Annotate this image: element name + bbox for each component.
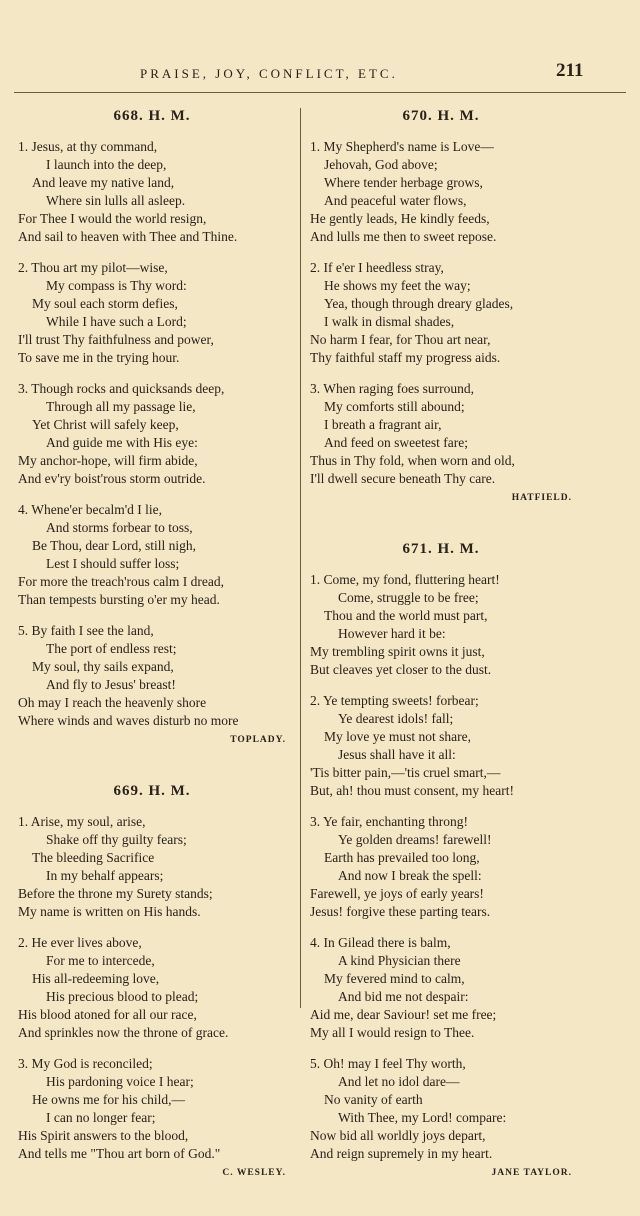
verse-line: While I have such a Lord; [46, 314, 187, 329]
verse-line: Oh may I reach the heavenly shore [18, 695, 207, 710]
verse-line: Aid me, dear Saviour! set me free; [310, 1007, 497, 1022]
verse-line: Thus in Thy fold, when worn and old, [310, 453, 515, 468]
verse-line: 5. Oh! may I feel Thy worth, [310, 1056, 466, 1071]
stanza [18, 138, 286, 246]
verse-line: His all-redeeming love, [32, 971, 160, 986]
verse-line: 4. In Gilead there is balm, [310, 935, 451, 950]
verse-line: And tells me "Thou art born of God." [18, 1146, 221, 1161]
verse-line: Jehovah, God above; [324, 157, 438, 172]
verse-line: His precious blood to plead; [46, 989, 199, 1004]
hymn-number: 668. H. M. [113, 108, 191, 124]
stanza [310, 380, 572, 488]
verse-line: Come, struggle to be free; [338, 590, 479, 605]
verse-line: Jesus shall have it all: [338, 747, 456, 762]
verse-line: Before the throne my Surety stands; [18, 886, 213, 901]
left-column [18, 108, 286, 1216]
hymn-670 [310, 108, 572, 503]
verse-line: And leave my native land, [32, 175, 175, 190]
hymn-number: 669. H. M. [113, 783, 191, 799]
verse-line: And feed on sweetest fare; [324, 435, 468, 450]
verse-line: And guide me with His eye: [46, 435, 198, 450]
stanza [18, 934, 286, 1042]
verse-line: Than tempests bursting o'er my head. [18, 592, 220, 607]
verse-line: Earth has prevailed too long, [324, 850, 480, 865]
verse-line: My compass is Thy word: [46, 278, 187, 293]
verse-line: Jesus! forgive these parting tears. [310, 904, 491, 919]
verse-line: 1. Come, my fond, fluttering heart! [310, 572, 500, 587]
verse-line: My name is written on His hands. [18, 904, 201, 919]
stanza [310, 692, 572, 800]
verse-line: Through all my passage lie, [46, 399, 196, 414]
stanza [18, 259, 286, 367]
stanza [18, 501, 286, 609]
verse-line: I'll dwell secure beneath Thy care. [310, 471, 496, 486]
verse-line: 3. Though rocks and quicksands deep, [18, 381, 225, 396]
verse-line: Yet Christ will safely keep, [32, 417, 179, 432]
verse-line: And now I break the spell: [338, 868, 482, 883]
verse-line: My soul each storm defies, [32, 296, 178, 311]
verse-line: For Thee I would the world resign, [18, 211, 207, 226]
hymn-author: JANE TAYLOR. [491, 1168, 572, 1178]
verse-line: Ye golden dreams! farewell! [338, 832, 492, 847]
verse-line: Thy faithful staff my progress aids. [310, 350, 501, 365]
verse-line: Thou and the world must part, [324, 608, 488, 623]
verse-line: His pardoning voice I hear; [46, 1074, 194, 1089]
hymn-author: TOPLADY. [230, 735, 286, 745]
verse-line: 4. Whene'er becalm'd I lie, [18, 502, 163, 517]
stanza [310, 571, 572, 679]
verse-line: 3. When raging foes surround, [310, 381, 474, 396]
verse-line: And sprinkles now the throne of grace. [18, 1025, 229, 1040]
verse-line: 2. Ye tempting sweets! forbear; [310, 693, 479, 708]
column-divider [300, 108, 301, 1008]
verse-line: He shows my feet the way; [324, 278, 471, 293]
verse-line: In my behalf appears; [46, 868, 164, 883]
stanza [310, 259, 572, 367]
verse-line: 2. He ever lives above, [18, 935, 142, 950]
verse-line: He owns me for his child,— [32, 1092, 185, 1107]
verse-line: Shake off thy guilty fears; [46, 832, 187, 847]
verse-line: And peaceful water flows, [324, 193, 467, 208]
running-head [0, 60, 640, 86]
verse-line: 2. Thou art my pilot—wise, [18, 260, 168, 275]
verse-line: I'll trust Thy faithfulness and power, [18, 332, 214, 347]
hymn-author: HATFIELD. [511, 493, 572, 503]
verse-line: Now bid all worldly joys depart, [310, 1128, 486, 1143]
verse-line: Be Thou, dear Lord, still nigh, [32, 538, 196, 553]
stanza [310, 1055, 572, 1163]
stanza [18, 1055, 286, 1163]
verse-line: However hard it be: [338, 626, 446, 641]
verse-line: My anchor-hope, will firm abide, [18, 453, 198, 468]
hymn-author: C. WESLEY. [222, 1168, 286, 1178]
verse-line: I breath a fragrant air, [324, 417, 442, 432]
verse-line: Farewell, ye joys of early years! [310, 886, 484, 901]
hymn-669 [18, 783, 286, 1178]
verse-line: My trembling spirit owns it just, [310, 644, 485, 659]
verse-line: I launch into the deep, [46, 157, 167, 172]
verse-line: 'Tis bitter pain,—'tis cruel smart,— [310, 765, 501, 780]
verse-line: And ev'ry boist'rous storm outride. [18, 471, 206, 486]
verse-line: Where winds and waves disturb no more [18, 713, 239, 728]
verse-line: 2. If e'er I heedless stray, [310, 260, 444, 275]
hymn-668 [18, 108, 286, 745]
verse-line: Ye dearest idols! fall; [338, 711, 454, 726]
verse-line: His blood atoned for all our race, [18, 1007, 197, 1022]
verse-line: For more the treach'rous calm I dread, [18, 574, 224, 589]
header-rule [14, 92, 626, 93]
verse-line: 3. My God is reconciled; [18, 1056, 153, 1071]
verse-line: My love ye must not share, [324, 729, 471, 744]
verse-line: But cleaves yet closer to the dust. [310, 662, 492, 677]
running-title: PRAISE, JOY, CONFLICT, ETC. [140, 66, 398, 81]
hymn-671 [310, 541, 572, 1178]
verse-line: 1. My Shepherd's name is Love— [310, 139, 494, 154]
verse-line: Yea, though through dreary glades, [324, 296, 514, 311]
verse-line: My soul, thy sails expand, [32, 659, 174, 674]
verse-line: And sail to heaven with Thee and Thine. [18, 229, 238, 244]
stanza [310, 138, 572, 246]
verse-line: And reign supremely in my heart. [310, 1146, 493, 1161]
verse-line: My fevered mind to calm, [324, 971, 465, 986]
verse-line: 5. By faith I see the land, [18, 623, 154, 638]
verse-line: A kind Physician there [338, 953, 461, 968]
stanza [310, 813, 572, 921]
stanza [310, 934, 572, 1042]
verse-line: 1. Arise, my soul, arise, [18, 814, 146, 829]
verse-line: And bid me not despair: [338, 989, 469, 1004]
hymn-number: 670. H. M. [402, 108, 480, 124]
verse-line: And let no idol dare— [338, 1074, 460, 1089]
hymn-number: 671. H. M. [402, 541, 480, 557]
verse-line: The bleeding Sacrifice [32, 850, 155, 865]
verse-line: 3. Ye fair, enchanting throng! [310, 814, 469, 829]
verse-line: 1. Jesus, at thy command, [18, 139, 158, 154]
verse-line: No vanity of earth [324, 1092, 423, 1107]
verse-line: My all I would resign to Thee. [310, 1025, 475, 1040]
verse-line: To save me in the trying hour. [18, 350, 180, 365]
verse-line: He gently leads, He kindly feeds, [310, 211, 490, 226]
verse-line: The port of endless rest; [46, 641, 177, 656]
stanza [18, 380, 286, 488]
verse-line: Lest I should suffer loss; [46, 556, 180, 571]
stanza [18, 622, 286, 730]
verse-line: But, ah! thou must consent, my heart! [310, 783, 514, 798]
verse-line: Where tender herbage grows, [324, 175, 483, 190]
verse-line: No harm I fear, for Thou art near, [310, 332, 491, 347]
verse-line: My comforts still abound; [324, 399, 465, 414]
verse-line: Where sin lulls all asleep. [46, 193, 186, 208]
verse-line: His Spirit answers to the blood, [18, 1128, 189, 1143]
verse-line: And fly to Jesus' breast! [46, 677, 176, 692]
verse-line: I walk in dismal shades, [324, 314, 455, 329]
right-column [310, 108, 572, 1216]
stanza [18, 813, 286, 921]
verse-line: And storms forbear to toss, [46, 520, 193, 535]
verse-line: With Thee, my Lord! compare: [338, 1110, 507, 1125]
verse-line: I can no longer fear; [46, 1110, 156, 1125]
verse-line: For me to intercede, [46, 953, 155, 968]
page-number: 211 [556, 60, 584, 81]
verse-line: And lulls me then to sweet repose. [310, 229, 497, 244]
